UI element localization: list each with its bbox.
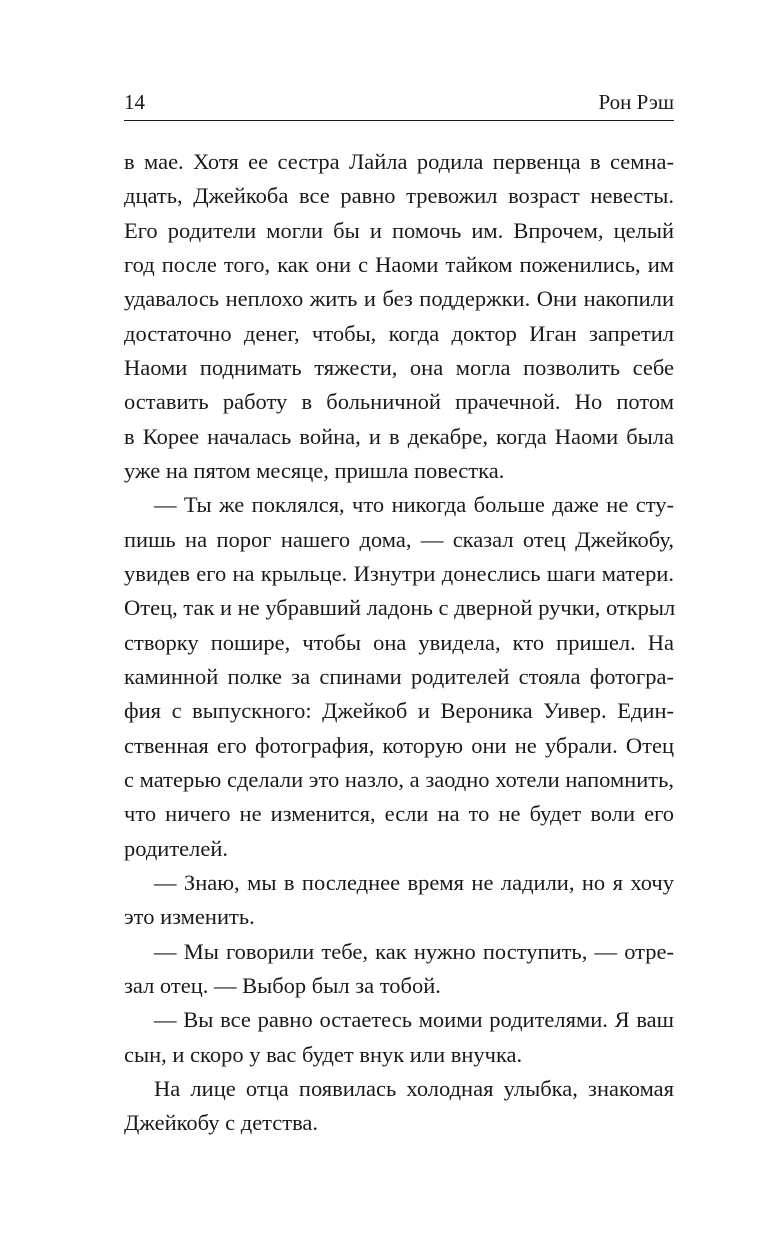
text-line: На лице отца появилась холодная улыбка, знакомая xyxy=(154,1075,674,1101)
text-line: год после того, как они с Наоми тайком поженились, им xyxy=(124,251,674,277)
text-line: уже на пятом месяце, пришла повестка. xyxy=(124,457,505,483)
text-line: Наоми поднимать тяжести, она могла позволить себе xyxy=(124,354,674,380)
text-line: створку пошире, чтобы она увидела, кто пришел. На xyxy=(124,629,674,655)
page-number: 14 xyxy=(124,90,145,114)
text-line: ственная его фотография, которую они не убрали. Отец xyxy=(124,732,674,758)
text-line: дцать, Джейкоба все равно тревожил возраст невесты. xyxy=(124,183,674,209)
text-line: Отец, так и не убравший ладонь с дверной ручки, открыл xyxy=(124,595,676,621)
text-line: с матерью сделали это назло, а заодно хотели напомнить, xyxy=(124,766,674,792)
text-line: оставить работу в больничной прачечной. Но потом xyxy=(124,389,674,415)
text-line: — Мы говорили тебе, как нужно поступить, — отре- xyxy=(154,938,674,964)
text-line: достаточно денег, чтобы, когда доктор Иган запретил xyxy=(124,320,674,346)
text-line: — Ты же поклялся, что никогда больше даже не сту- xyxy=(154,492,674,518)
text-line: пишь на порог нашего дома, — сказал отец Джейкобу, xyxy=(124,526,674,552)
text-line: что ничего не изменится, если на то не будет воли его xyxy=(124,801,674,827)
text-line: в Корее началась война, и в декабре, когда Наоми была xyxy=(124,423,674,449)
text-line: это изменить. xyxy=(124,904,255,930)
text-line: — Вы все равно остаетесь моими родителями. Я ваш xyxy=(154,1007,674,1033)
text-line: родителей. xyxy=(124,835,229,861)
text-line: в мае. Хотя ее сестра Лайла родила первенца в семна- xyxy=(124,149,674,174)
running-head-author: Рон Рэш xyxy=(598,90,674,114)
text-line: удавалось неплохо жить и без поддержки. Они накопили xyxy=(124,286,674,312)
text-line: — Знаю, мы в последнее время не ладили, но я хочу xyxy=(154,869,674,895)
text-line: сын, и скоро у вас будет внук или внучка. xyxy=(124,1041,523,1067)
page-header xyxy=(124,88,674,121)
text-line: Его родители могли бы и помочь им. Впрочем, целый xyxy=(124,217,674,243)
text-line: каминной полке за спинами родителей стояла фотогра- xyxy=(124,663,674,689)
text-line: увидев его на крыльце. Изнутри донеслись шаги матери. xyxy=(124,560,674,586)
text-line: Джейкобу с детства. xyxy=(124,1110,319,1136)
text-line: зал отец. — Выбор был за тобой. xyxy=(124,972,441,998)
text-line: фия с выпускного: Джейкоб и Вероника Уивер. Един- xyxy=(124,698,674,724)
body-text xyxy=(124,145,674,1141)
